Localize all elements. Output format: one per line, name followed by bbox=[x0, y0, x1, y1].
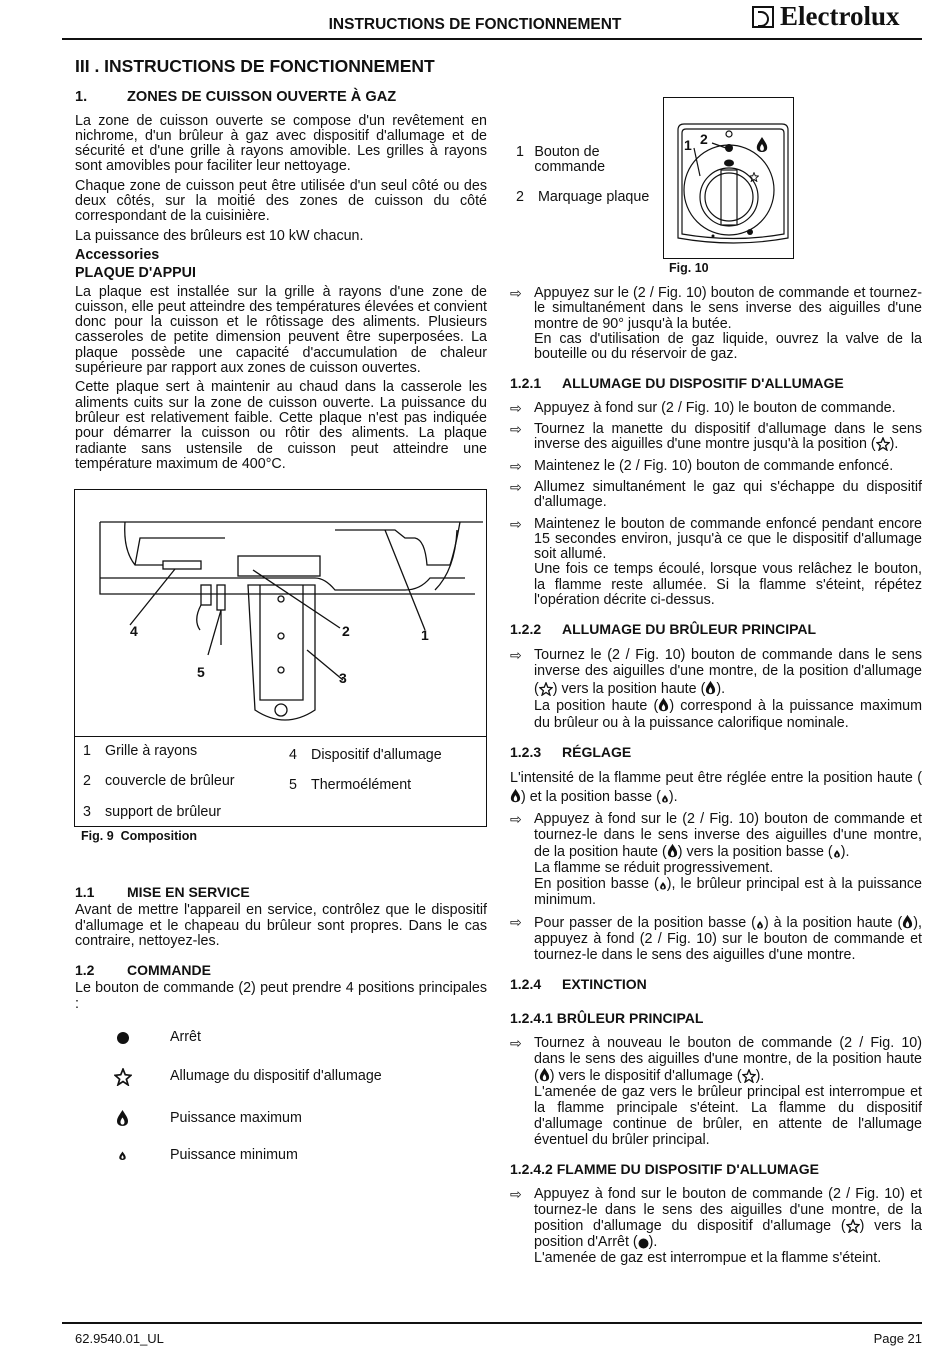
heading-1-2-4-1: 1.2.4.1 BRÛLEUR PRINCIPAL bbox=[510, 1009, 704, 1026]
left-column bbox=[75, 56, 487, 476]
callout-1: 1 bbox=[684, 137, 692, 153]
arrow-icon: ⇨ bbox=[510, 646, 522, 663]
fig9-legend-left: 1 Grille à rayons 2 couvercle de brûleur 3 support de brûleur bbox=[83, 743, 235, 820]
heading-1-2: 1.2 COMMANDE bbox=[75, 962, 211, 979]
arrow-icon: ⇨ bbox=[510, 421, 522, 438]
heading-1-2-4-2: 1.2.4.2 FLAMME DU DISPOSITIF D'ALLUMAGE bbox=[510, 1161, 820, 1178]
flame-low-icon bbox=[659, 881, 667, 891]
left-column-lower bbox=[75, 885, 487, 1176]
heading-1-2-4: 1.2.4 EXTINCTION bbox=[510, 976, 647, 993]
ignition-star-icon bbox=[876, 437, 890, 451]
instruction-item: ⇨ Appuyez à fond sur le (2 / Fig. 10) bouton de commande et tournez-le dans le sens inverse des aiguilles d'une montre, de la position haute ( ) vers la position basse ( ). La flamme se réduit progressivement. En position basse ( ), le brûleur principal est à la puissance minimum. bbox=[510, 811, 922, 909]
instruction-item: ⇨ Tournez à nouveau le bouton de commande (2 / Fig. 10) dans le sens des aiguilles d'une montre, de la position haute ( ) vers le dispositif d'allumage ( ). L'amenée de gaz vers le brûleur principal est interrompue et la flamme principale s'éteint. La flamme du dispositif d'allumage continue de brûler, en attente de l'allumage éventuel du brûler principal. bbox=[510, 1035, 922, 1149]
right-column bbox=[510, 286, 922, 1272]
heading-1-2-3: 1.2.3 RÉGLAGE bbox=[510, 744, 632, 761]
paragraph: La puissance des brûleurs est 10 kW chacun. bbox=[75, 227, 364, 244]
flame-high-icon bbox=[658, 697, 669, 713]
paragraph: Cette plaque sert à maintenir au chaud dans la casserole les aliments cuits sur la zone de cuisson ouverte. La puissance du brûleur est relativement faible. Cette plaque n'est pas indiquée pour démarrer la cuisson ou rôtir des aliments. La plaque radiante sans ustensile de cuisson peut atteindre une température maximum de 400°C. bbox=[75, 379, 487, 472]
instruction-item: ⇨ Maintenez le (2 / Fig. 10) bouton de commande enfoncé. bbox=[510, 457, 894, 474]
paragraph: Avant de mettre l'appareil en service, contrôlez que le dispositif d'allumage et le chapeau du brûleur sont propres. Dans le cas contraire, nettoyez-les. bbox=[75, 902, 487, 949]
ignition-star-icon bbox=[742, 1069, 756, 1083]
page-number: Page 21 bbox=[873, 1331, 922, 1346]
arrow-icon: ⇨ bbox=[510, 914, 522, 931]
flame-low-icon bbox=[833, 849, 841, 859]
callout-2: 2 bbox=[342, 623, 350, 639]
heading-1-2-2: 1.2.2 ALLUMAGE DU BRÛLEUR PRINCIPAL bbox=[510, 621, 817, 638]
flame-high-icon bbox=[510, 788, 521, 804]
positions-list: Arrêt Allumage du dispositif d'allumage Puissance maximum Puissance minimum bbox=[75, 1016, 487, 1176]
fig9-legend-right: 4 Dispositif d'allumage 5 Thermoélément bbox=[289, 747, 442, 794]
subheading-plaque: PLAQUE D'APPUI bbox=[75, 265, 196, 282]
arrow-icon: ⇨ bbox=[510, 285, 522, 301]
flame-low-icon bbox=[661, 794, 669, 804]
callout-5: 5 bbox=[197, 664, 205, 680]
arrow-icon: ⇨ bbox=[510, 515, 522, 532]
brand-name: Electrolux bbox=[780, 1, 900, 32]
fig9-caption: Fig. 9 Composition bbox=[81, 829, 197, 843]
flame-high-icon bbox=[667, 843, 678, 859]
figure-9 bbox=[74, 489, 487, 827]
flame-low-icon bbox=[118, 1150, 127, 1162]
callout-1: 1 bbox=[421, 627, 429, 643]
arrow-icon: ⇨ bbox=[510, 399, 522, 416]
paragraph: La zone de cuisson ouverte se compose d'un revêtement en nichrome, d'un brûleur à gaz avec dispositif d'allumage et de sécurité et d'une grille à rayons amovible. Les grilles à rayons sont amovibles pour faciliter leur nettoyage. bbox=[75, 112, 487, 175]
brand-logo bbox=[752, 1, 900, 32]
callout-3: 3 bbox=[339, 670, 347, 686]
paragraph: L'intensité de la flamme peut être réglée entre la position haute () et la position basse ( ). bbox=[510, 770, 922, 806]
arrow-icon: ⇨ bbox=[510, 811, 522, 828]
header-title: INSTRUCTIONS DE FONCTIONNEMENT bbox=[328, 16, 622, 33]
section-title: III . INSTRUCTIONS DE FONCTIONNEMENT bbox=[75, 56, 435, 76]
instruction-item: ⇨ Maintenez le bouton de commande enfoncé pendant encore 15 secondes environ, jusqu'à ce que le dispositif d'allumage soit allumé. Une fois ce temps écoulé, lorsque vous relâchez le bouton, la flamme reste allumée. Si la flamme s'éteint, répétez l'opération décrite ci-dessus. bbox=[510, 515, 922, 609]
instruction-item: ⇨ Tournez la manette du dispositif d'allumage dans le sens inverse des aiguilles d'une montre jusqu'à la position ( ). bbox=[510, 421, 922, 453]
fig10-caption: Fig. 10 bbox=[669, 261, 709, 275]
instruction-item: ⇨ Tournez le (2 / Fig. 10) bouton de commande dans le sens inverse des aiguilles d'une montre, de la position d'allumage ( ) vers la position haute ( ). La position haute ( ) correspond à la puissance maximum du brûleur ou à la puissance calorifique nominale. bbox=[510, 646, 922, 731]
footer-rule bbox=[62, 1322, 922, 1324]
flame-high-icon bbox=[539, 1067, 550, 1083]
paragraph: Le bouton de commande (2) peut prendre 4 positions principales : bbox=[75, 980, 487, 1012]
ignition-star-icon bbox=[114, 1068, 132, 1086]
arrow-icon: ⇨ bbox=[510, 457, 522, 474]
ignition-star-icon bbox=[539, 682, 553, 696]
fig10-legend: 1 Bouton de commande 2 Marquage plaque bbox=[516, 144, 650, 205]
subheading-accessories: Accessories bbox=[75, 246, 160, 263]
figure-10 bbox=[663, 97, 794, 259]
instruction-item: ⇨ Pour passer de la position basse ( ) à la position haute ( ), appuyez à fond (2 / Fig. 10) sur le bouton de commande et tournez-le dans le sens des aiguilles d'une montre. bbox=[510, 914, 922, 964]
paragraph: La plaque est installée sur la grille à rayons d'une zone de cuisson, elle peut atteindre des températures élevées et convient donc pour la cuisson et le rôtissage des aliments. Plusieurs casseroles de petite dimension peuvent être superposées. La plaque possède une capacité d'accumulation de chaleur supérieure par rapport aux zones de cuisson ouvertes. bbox=[75, 283, 487, 377]
paragraph: Chaque zone de cuisson peut être utilisée d'un seul côté ou des deux côtés, sur la moitié des zones de cuisson du côté correspondant de la cuisinière. bbox=[75, 177, 487, 225]
flame-high-icon bbox=[116, 1109, 129, 1128]
burner-diagram bbox=[75, 490, 486, 738]
instruction-item: ⇨ Appuyez à fond sur (2 / Fig. 10) le bouton de commande. bbox=[510, 399, 896, 416]
callout-4: 4 bbox=[130, 623, 138, 639]
electrolux-logo-icon bbox=[752, 6, 774, 28]
flame-low-icon bbox=[756, 920, 764, 930]
arrow-icon: ⇨ bbox=[510, 1035, 522, 1052]
arrow-icon: ⇨ bbox=[510, 478, 522, 495]
instruction-item: ⇨ Appuyez sur le (2 / Fig. 10) bouton de commande et tournez-le simultanément dans le sens inverse des aiguilles d'une montre de 90° jusqu'à la butée. En cas d'utilisation de gaz liquide, ouvrez la valve de la bouteille ou du réservoir de gaz. bbox=[510, 285, 922, 363]
control-knob-diagram bbox=[664, 98, 793, 258]
off-dot-icon bbox=[117, 1032, 129, 1044]
instruction-item: ⇨ Allumez simultanément le gaz qui s'échappe du dispositif d'allumage. bbox=[510, 478, 922, 511]
heading-1-2-1: 1.2.1 ALLUMAGE DU DISPOSITIF D'ALLUMAGE bbox=[510, 375, 844, 392]
document-number: 62.9540.01_UL bbox=[75, 1331, 164, 1346]
arrow-icon: ⇨ bbox=[510, 1186, 522, 1203]
heading-1: 1. ZONES DE CUISSON OUVERTE À GAZ bbox=[75, 89, 397, 106]
instruction-item: ⇨ Appuyez à fond sur le bouton de commande (2 / Fig. 10) et tournez-le dans le sens des aiguilles d'une montre, de la position d'allumage du dispositif d'allumage ( ) vers la position d'Arrêt ( ). L'amenée de gaz est interrompue et la flamme s'éteint. bbox=[510, 1186, 923, 1267]
ignition-star-icon bbox=[846, 1219, 860, 1233]
callout-2: 2 bbox=[700, 131, 708, 147]
flame-high-icon bbox=[705, 680, 716, 696]
off-dot-icon bbox=[638, 1238, 649, 1249]
flame-high-icon bbox=[902, 914, 913, 930]
header-rule bbox=[62, 38, 922, 40]
heading-1-1: 1.1 MISE EN SERVICE bbox=[75, 884, 250, 900]
